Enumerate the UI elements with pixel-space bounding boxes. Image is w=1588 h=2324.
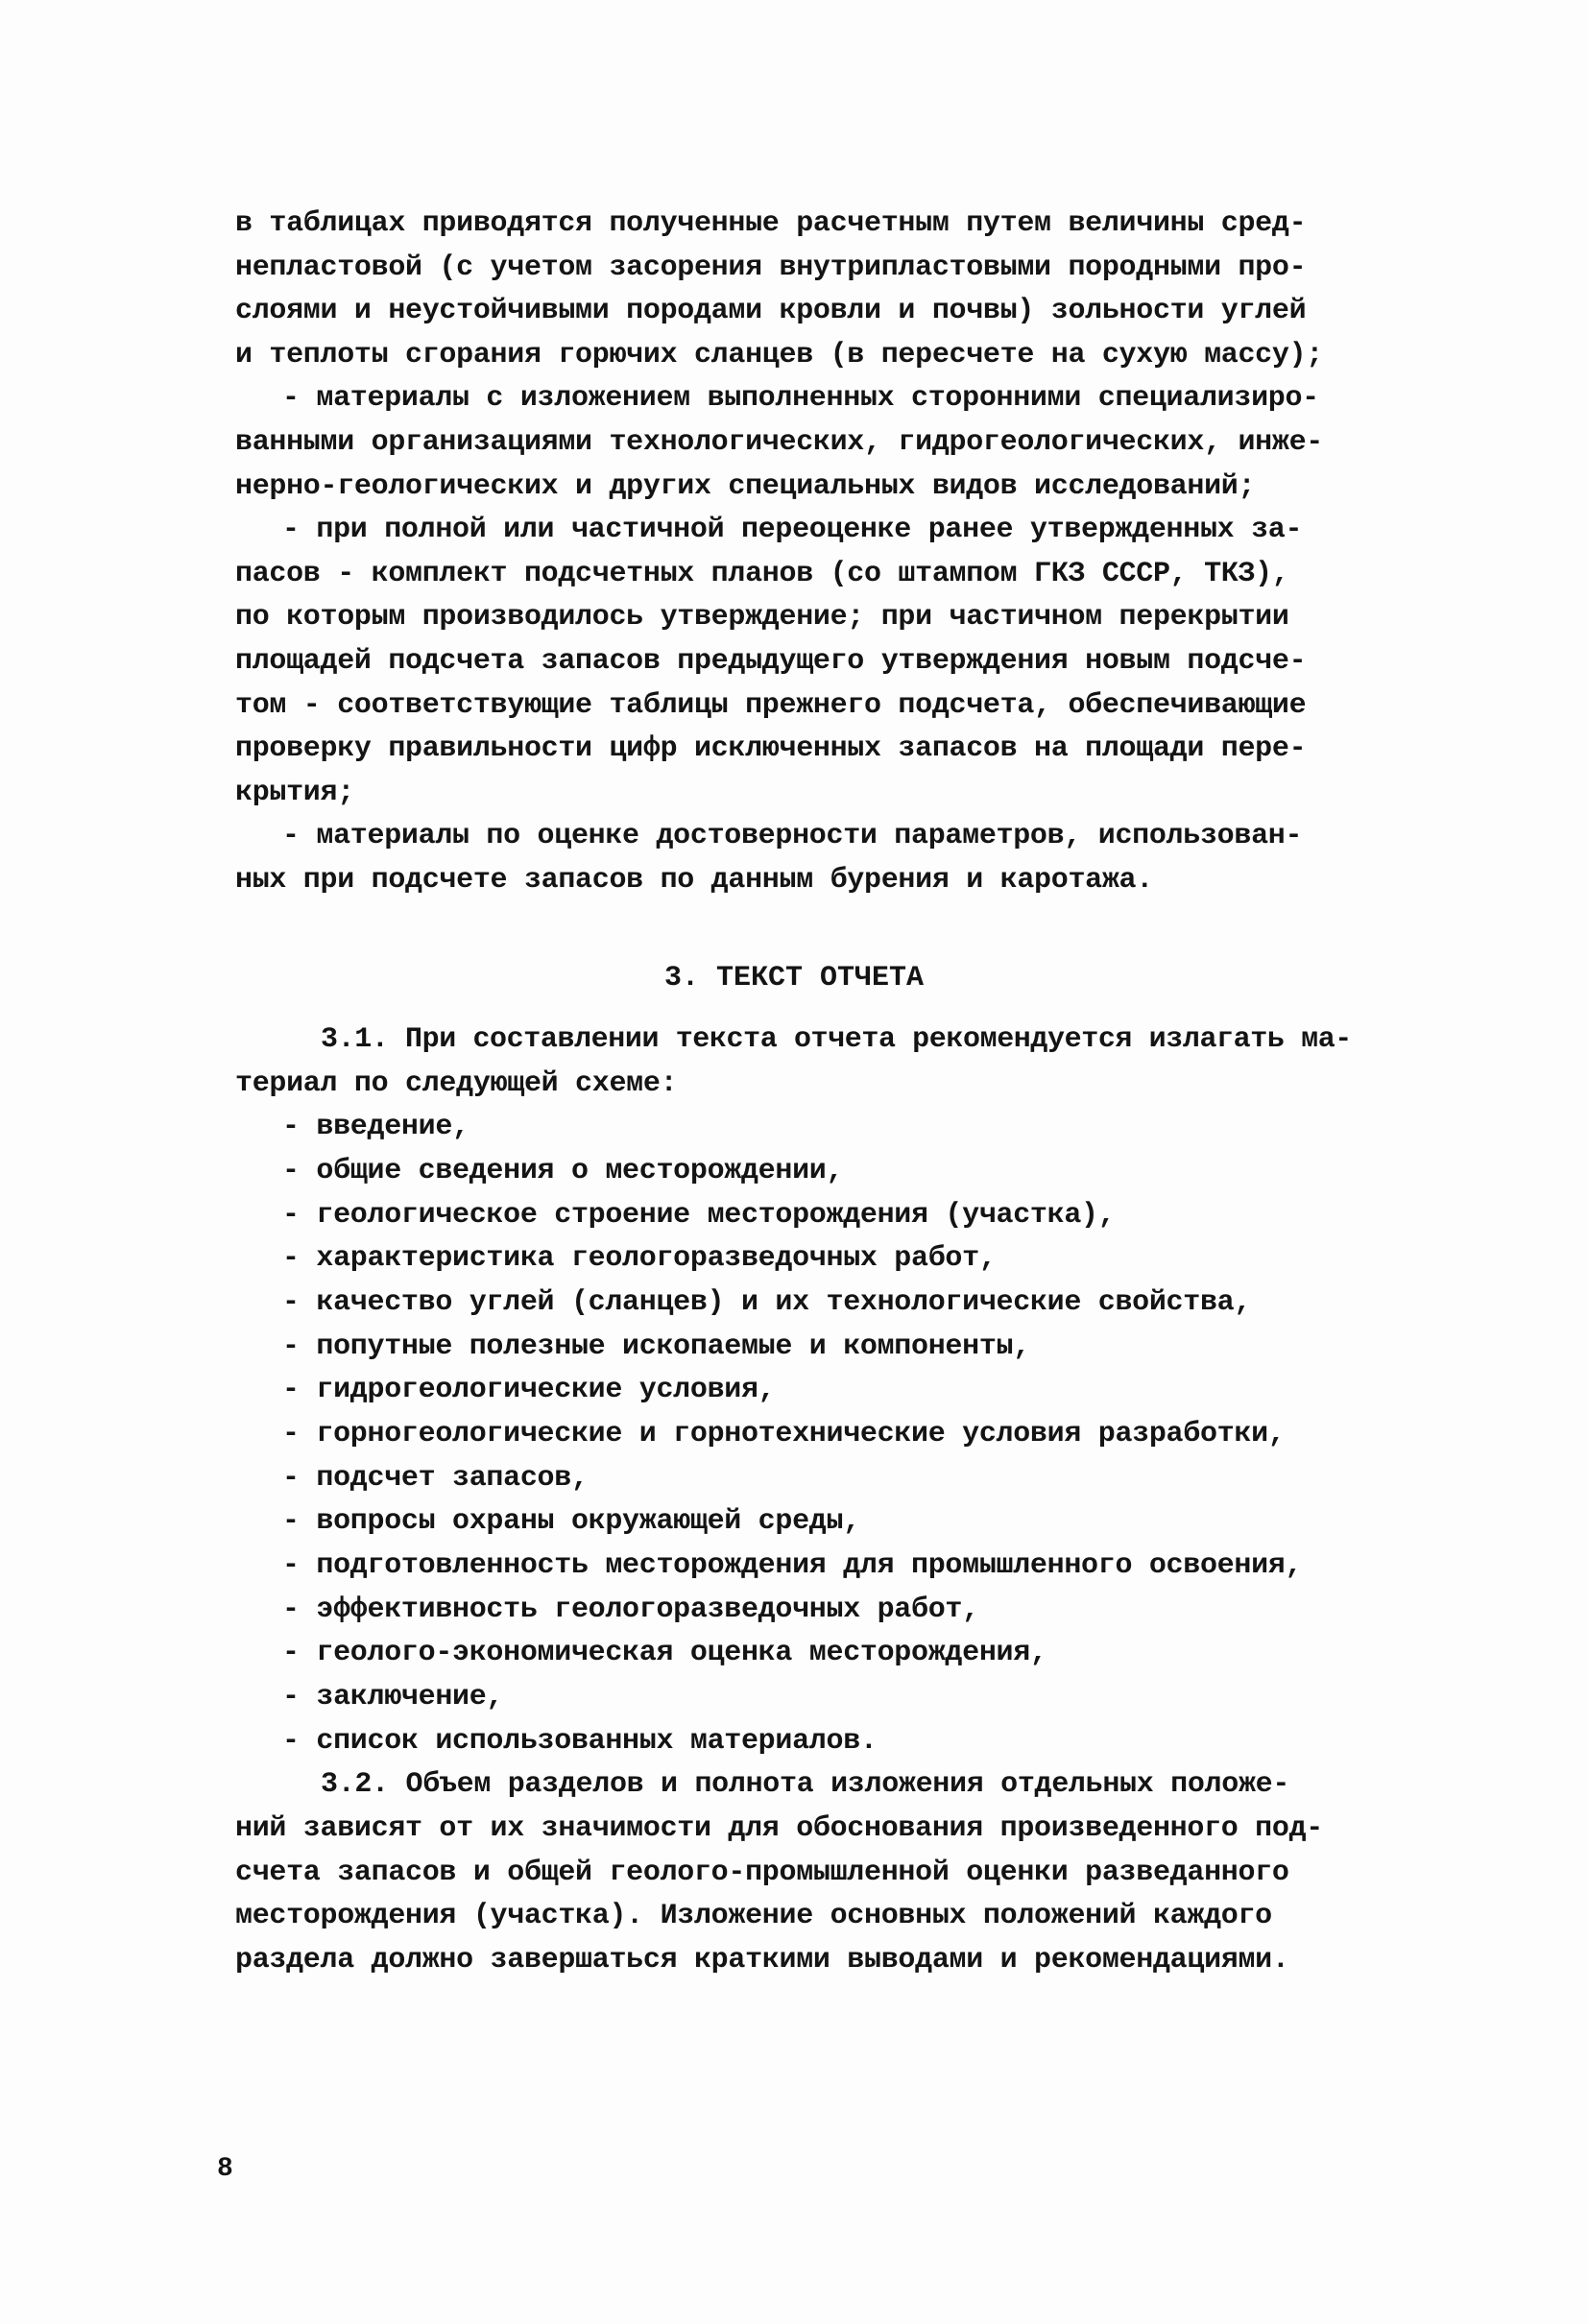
text-line: ний зависят от их значимости для обоснования произведенного под- bbox=[235, 1812, 1323, 1846]
list-item: - характеристика геологоразведочных работ, bbox=[282, 1242, 997, 1276]
text-line: непластовой (с учетом засорения внутрипластовыми породными про- bbox=[235, 251, 1307, 284]
list-item: - общие сведения о месторождении, bbox=[282, 1155, 844, 1187]
list-item: - качество углей (сланцев) и их технологические свойства, bbox=[282, 1286, 1252, 1320]
text-line: - при полной или частичной переоценке ранее утвержденных за- bbox=[282, 514, 1303, 547]
text-line: месторождения (участка). Изложение основных положений каждого bbox=[235, 1900, 1272, 1933]
text-line: площадей подсчета запасов предыдущего утверждения новым подсче- bbox=[235, 645, 1307, 678]
text-line: по которым производилось утверждение; при частичном перекрытии bbox=[235, 601, 1289, 635]
list-item: - горногеологические и горнотехнические условия разработки, bbox=[282, 1418, 1286, 1451]
list-item: - эффективность геологоразведочных работ, bbox=[282, 1593, 979, 1626]
text-line: ных при подсчете запасов по данным бурения и каротажа. bbox=[235, 864, 1153, 897]
text-line: слоями и неустойчивыми породами кровли и почвы) зольности углей bbox=[235, 295, 1307, 328]
text-line: проверку правильности цифр исключенных запасов на площади пере- bbox=[235, 732, 1307, 766]
text-line: нерно-геологических и других специальных видов исследований; bbox=[235, 469, 1256, 503]
text-line: и теплоты сгорания горючих сланцев (в пересчете на сухую массу); bbox=[235, 338, 1323, 371]
list-item: - список использованных материалов. bbox=[282, 1724, 878, 1758]
text-line: в таблицах приводятся полученные расчетным путем величины сред- bbox=[235, 207, 1307, 240]
list-item: - попутные полезные ископаемые и компоненты, bbox=[282, 1330, 1030, 1363]
list-item: - подготовленность месторождения для промышленного освоения, bbox=[282, 1549, 1303, 1583]
text-line: ванными организациями технологических, гидрогеологических, инже- bbox=[235, 426, 1323, 459]
section-heading: 3. ТЕКСТ ОТЧЕТА bbox=[663, 962, 925, 994]
text-line: счета запасов и общей геолого-промышленной оценки разведанного bbox=[235, 1856, 1289, 1889]
list-item: - геологическое строение месторождения (участка), bbox=[282, 1198, 1116, 1232]
text-line: - материалы с изложением выполненных сторонними специализиро- bbox=[282, 382, 1319, 416]
text-line: раздела должно завершаться краткими выводами и рекомендациями. bbox=[235, 1944, 1289, 1977]
text-line: пасов - комплект подсчетных планов (со штампом ГКЗ СССР, ТКЗ), bbox=[235, 557, 1289, 590]
text-line: - материалы по оценке достоверности параметров, использован- bbox=[282, 820, 1303, 853]
list-item: - геолого-экономическая оценка месторождения, bbox=[282, 1637, 1047, 1670]
list-item: - вопросы охраны окружающей среды, bbox=[282, 1505, 860, 1539]
list-item: - гидрогеологические условия, bbox=[282, 1374, 776, 1407]
text-line: териал по следующей схеме: bbox=[235, 1066, 678, 1100]
text-line: крытия; bbox=[235, 776, 354, 809]
page-number: 8 bbox=[217, 2154, 233, 2184]
text-line: 3.2. Объем разделов и полнота изложения отдельных положе- bbox=[321, 1768, 1290, 1802]
list-item: - подсчет запасов, bbox=[282, 1461, 589, 1495]
list-item: - введение, bbox=[282, 1111, 469, 1144]
text-line: 3.1. При составлении текста отчета рекомендуется излагать ма- bbox=[321, 1023, 1352, 1056]
list-item: - заключение, bbox=[282, 1681, 504, 1714]
text-line: том - соответствующие таблицы прежнего подсчета, обеспечивающие bbox=[235, 688, 1307, 722]
